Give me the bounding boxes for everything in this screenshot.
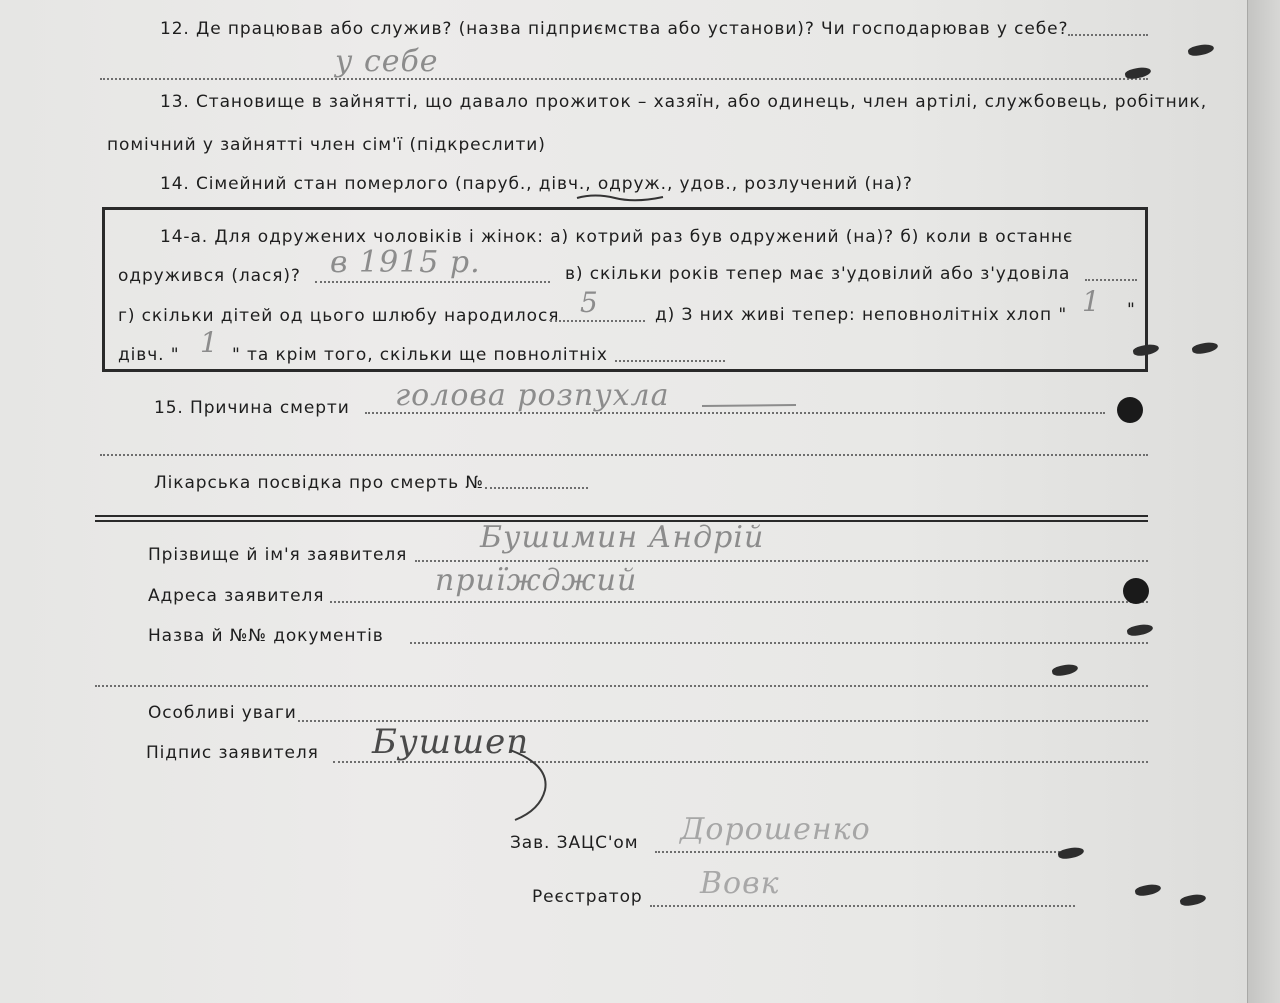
q14-underline-mark [575, 192, 665, 202]
punch-hole [1117, 397, 1143, 423]
applicant-name-line [415, 560, 1148, 562]
q12-answer: у себе [335, 44, 439, 79]
applicant-name-label: Прізвище й ім'я заявителя [148, 545, 408, 565]
head-value: Дорошенко [680, 812, 871, 847]
q14a-quote-close: " [1127, 300, 1136, 320]
q15-answer-line-2 [100, 454, 1148, 456]
q12-answer-line [100, 78, 1148, 80]
q14a-children-line [550, 320, 645, 322]
q12-fill-line [1068, 34, 1148, 36]
section-divider-top [95, 515, 1148, 517]
documents-label: Назва й №№ документів [148, 626, 384, 646]
documents-line-2 [95, 685, 1148, 687]
medical-certificate-line [485, 487, 588, 489]
head-line [655, 851, 1075, 853]
applicant-address-value: приїжджий [435, 563, 638, 598]
q14a-married-line [315, 281, 550, 283]
q15-label: 15. Причина смерти [154, 398, 350, 418]
q13-line2: помічний у зайнятті член сім'ї (підкреслити) [107, 135, 546, 155]
registrar-label: Реєстратор [532, 887, 643, 907]
registrar-value: Вовк [700, 866, 780, 901]
page-edge-shadow [1247, 0, 1280, 1003]
applicant-name-value: Бушимин Андрій [480, 520, 765, 555]
q14a-minor-girls-answer: 1 [200, 326, 219, 359]
q14-label: 14. Сімейний стан померлого (паруб., дівч., одруж., удов., розлучений (на)? [160, 174, 913, 194]
q14a-children-answer: 5 [580, 286, 599, 319]
q14a-married-answer: в 1915 р. [330, 245, 481, 280]
signature-flourish [500, 745, 560, 825]
q14a-line1: 14-а. Для одружених чоловіків і жінок: а) котрий раз був одружений (на)? б) коли в останнє [160, 227, 1074, 247]
q14a-widowed-line [1085, 279, 1137, 281]
q14a-widowed-label: в) скільки років тепер має з'удовілий або з'удовіла [565, 264, 1071, 284]
q14a-married-label: одружився (лася)? [118, 266, 301, 286]
q14a-adults-label: " та крім того, скільки ще повнолітніх [232, 345, 608, 365]
q14a-minor-boys-label: д) З них живі тепер: неповнолітніх хлоп " [655, 305, 1068, 325]
q15-answer: голова розпухла [395, 378, 670, 413]
registrar-line [650, 905, 1075, 907]
applicant-address-line [330, 601, 1148, 603]
q14a-minor-girls-label: дівч. " [118, 345, 180, 365]
remarks-label: Особливі уваги [148, 703, 297, 723]
applicant-signature: Бушшеп [372, 722, 530, 762]
applicant-address-label: Адреса заявителя [148, 586, 325, 606]
punch-hole [1123, 578, 1149, 604]
q15-answer-stroke [700, 400, 800, 410]
documents-line [410, 642, 1148, 644]
q14a-children-label: г) скільки дітей од цього шлюбу народилося [118, 306, 560, 326]
head-label: Зав. ЗАЦС'ом [510, 833, 639, 853]
q14a-minor-boys-answer: 1 [1082, 285, 1101, 318]
q12-label: 12. Де працював або служив? (назва підприємства або установи)? Чи господарював у себе? [160, 19, 1069, 39]
q13-line1: 13. Становище в зайнятті, що давало прожиток – хазяїн, або одинець, член артілі, службовець, робітник, [160, 92, 1208, 112]
signature-label: Підпис заявителя [146, 743, 319, 763]
q14a-adults-line [615, 360, 725, 362]
medical-certificate-label: Лікарська посвідка про смерть № [154, 473, 484, 493]
